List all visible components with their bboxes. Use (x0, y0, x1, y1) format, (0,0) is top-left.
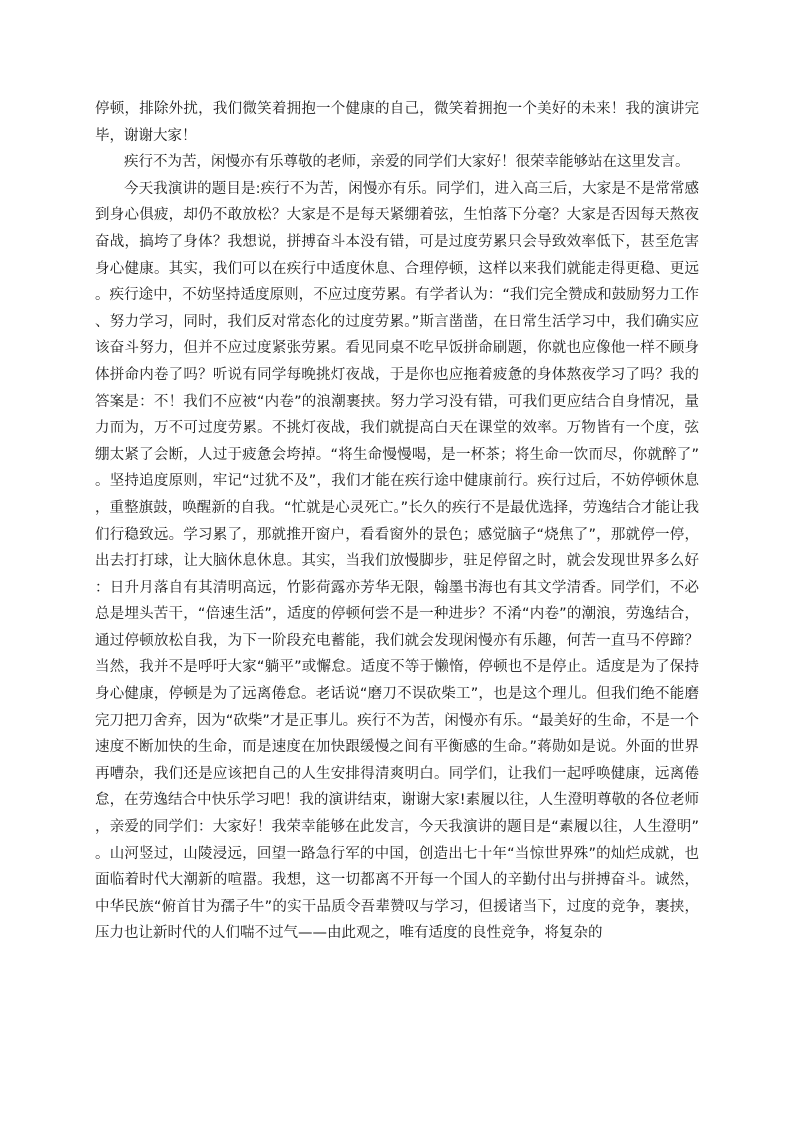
paragraph-speech-body: 今天我演讲的题目是:疾行不为苦，闲慢亦有乐。同学们，进入高三后，大家是不是常常感到身心俱疲，却仍不敢放松？大家是不是每天紧绷着弦，生怕落下分毫？大家是否因每天熬夜奋战，搞垮了身体？我想说，拼搏奋斗本没有错，可是过度劳累只会导致效率低下，甚至危害身心健康。其实，我们可以在疾行中适度休息、合理停顿，这样以来我们就能走得更稳、更远。疾行途中，不妨坚持适度原则，不应过度劳累。有学者认为：“我们完全赞成和鼓励努力工作、努力学习，同时，我们反对常态化的过度劳累。”斯言凿凿，在日常生活学习中，我们确实应该奋斗努力，但并不应过度紧张劳累。看见同桌不吃早饭拼命刷题，你就也应像他一样不顾身体拼命内卷了吗？听说有同学每晚挑灯夜战，于是你也应拖着疲惫的身体熬夜学习了吗？我的答案是：不！我们不应被“内卷”的浪潮裹挟。努力学习没有错，可我们更应结合自身情况，量力而为，万不可过度劳累。不挑灯夜战，我们就提高白天在课堂的效率。万物皆有一个度，弦绷太紧了会断，人过于疲惫会垮掉。“将生命慢慢喝，是一杯茶；将生命一饮而尽，你就醉了”。坚持追度原则，牢记“过犹不及”，我们才能在疾行途中健康前行。疾行过后，不妨停顿休息，重整旗鼓，唤醒新的自我。“忙就是心灵死亡。”长久的疾行不是最优选择，劳逸结合才能让我们行稳致远。学习累了，那就推开窗户，看看窗外的景色；感觉脑子“烧焦了”，那就停一停，出去打打球，让大脑休息休息。其实，当我们放慢脚步，驻足停留之时，就会发现世界多么好：日升月落自有其清明高远，竹影荷露亦芳华无限，翰墨书海也有其文学清香。同学们，不必总是埋头苦干，“倍速生活”，适度的停顿何尝不是一种进步？不淆“内卷”的潮浪，劳逸结合，通过停顿放松自我，为下一阶段充电蓄能，我们就会发现闲慢亦有乐趣，何苦一直马不停蹄？当然，我并不是呼吁大家“躺平”或懈怠。适度不等于懒惰，停顿也不是停止。适度是为了保持身心健康，停顿是为了远离倦怠。老话说“磨刀不误砍柴工”，也是这个理儿。但我们绝不能磨完刀把刀舍弃，因为“砍柴”才是正事儿。疾行不为苦，闲慢亦有乐。“最美好的生命，不是一个速度不断加快的生命，而是速度在加快跟缓慢之间有平衡感的生命。”蒋勋如是说。外面的世界再嘈杂，我们还是应该把自己的人生安排得清爽明白。同学们，让我们一起呼唤健康，远离倦怠，在劳逸结合中快乐学习吧！我的演讲结束，谢谢大家!素履以往，人生澄明尊敬的各位老师，亲爱的同学们：大家好！我荣幸能够在此发言，今天我演讲的题目是“素履以往，人生澄明”。山河竖过，山陵浸远，回望一路急行军的中国，创造出七十年“当惊世界殊”的灿烂成就，也面临着时代大潮新的喧嚣。我想，这一切都离不开每一个国人的辛勤付出与拼搏奋斗。诚然，中华民族“俯首甘为孺子牛”的实干品质令吾辈赞叹与学习，但援诸当下，过度的竞争，裹挟，压力也让新时代的人们喘不过气——由此观之，唯有适度的良性竞争，将复杂的 (95, 180, 699, 942)
paragraph-opening: 疾行不为苦，闲慢亦有乐尊敬的老师，亲爱的同学们大家好！很荣幸能够站在这里发言。 (124, 154, 690, 171)
paragraph-closing: 停顿，排除外扰，我们微笑着拥抱一个健康的自己，微笑着拥抱一个美好的未来！我的演讲完毕，谢谢大家！ (95, 101, 699, 144)
document-body (95, 96, 699, 947)
